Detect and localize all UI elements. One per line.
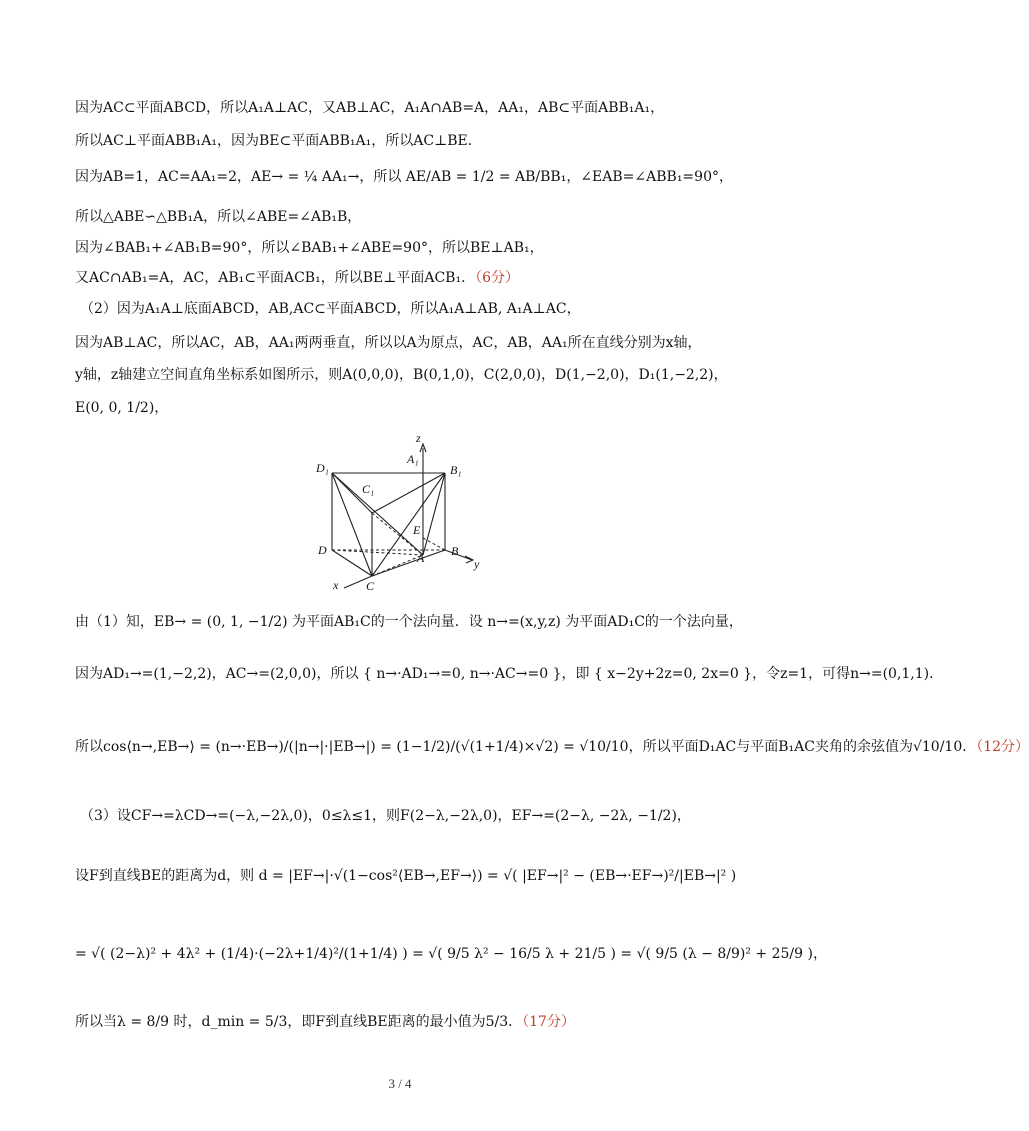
score-tag-6: （6分） (475, 270, 520, 286)
segment-b1-a (423, 473, 445, 555)
text-line-15: 设F到直线BE的距离为d，则 d = |EF→|·√(1−cos²⟨EB→,EF→⟩) = √( |EF→|² − (EB→·EF→)²/|EB→|² ) (75, 868, 737, 884)
text-line-17-body: 所以当λ = 8/9 时，d_min = 5/3，即F到直线BE距离的最小值为5/3． (75, 1014, 523, 1030)
text-line-2: 所以AC⊥平面ABB₁A₁，因为BE⊂平面ABB₁A₁，所以AC⊥BE． (75, 133, 482, 149)
text-line-3: 因为AB=1，AC=AA₁=2，AE→ = ¼ AA₁→，所以 AE/AB = 1/2 = AB/BB₁，∠EAB=∠ABB₁=90°， (75, 169, 733, 185)
label-b: B (451, 544, 459, 558)
label-x: x (333, 578, 339, 592)
y-axis-arrow (465, 556, 473, 563)
label-a: A (417, 551, 425, 565)
text-line-4: 所以△ABE∽△BB₁A，所以∠ABE=∠AB₁B， (75, 209, 362, 225)
score-tag-17: （17分） (522, 1014, 575, 1030)
text-line-5: 因为∠BAB₁+∠AB₁B=90°，所以∠BAB₁+∠ABE=90°，所以BE⊥AB₁， (75, 240, 544, 256)
label-e: E (413, 523, 421, 537)
label-y: y (474, 557, 480, 571)
text-line-9: y轴，z轴建立空间直角坐标系如图所示，则A(0,0,0)，B(0,1,0)，C(2,0,0)，D(1,−2,0)，D₁(1,−2,2)， (75, 367, 728, 383)
label-c: C (366, 579, 375, 593)
label-d: D (318, 543, 327, 557)
text-line-16: = √( (2−λ)² + 4λ² + (1/4)·(−2λ+1/4)²/(1+1/4) ) = √( 9/5 λ² − 16/5 λ + 21/5 ) = √( 9/5 (λ − 8/9)² + 25/9 )， (75, 946, 827, 962)
edge-c-b (372, 550, 445, 576)
text-line-6-body: 又AC∩AB₁=A，AC，AB₁⊂平面ACB₁，所以BE⊥平面ACB₁． (75, 270, 476, 286)
text-line-13 (75, 737, 1029, 757)
text-line-8: 因为AB⊥AC，所以AC，AB，AA₁两两垂直，所以以A为原点，AC，AB，AA₁所在直线分别为x轴， (75, 335, 702, 351)
text-line-10: E(0, 0, 1/2)， (75, 400, 169, 416)
label-c1: C₁ (362, 482, 375, 496)
hidden-segment-d-a (332, 550, 423, 555)
page-number: 3 / 4 (388, 1076, 412, 1091)
text-line-13-body: 所以cos⟨n→,EB→⟩ = (n→·EB→)/(|n→|·|EB→|) = (1−1/2)/(√(1+1/4)×√2) = √10/10，所以平面D₁AC与平面B₁AC夹角的余弦值为√10/10． (75, 739, 977, 755)
label-z: z (416, 431, 421, 445)
text-line-6 (75, 268, 519, 288)
text-line-14: （3）设CF→=λCD→=(−λ,−2λ,0)，0≤λ≤1，则F(2−λ,−2λ,0)，EF→=(2−λ, −2λ, −1/2)， (80, 808, 691, 824)
score-tag-12: （12分） (976, 739, 1029, 755)
text-line-11: 由（1）知，EB→ = (0, 1, −1/2) 为平面AB₁C的一个法向量．设 n→=(x,y,z) 为平面AD₁C的一个法向量， (75, 614, 743, 630)
segment-d1-a (332, 473, 423, 555)
text-line-7: （2）因为A₁A⊥底面ABCD，AB,AC⊂平面ABCD，所以A₁A⊥AB, A₁A⊥AC， (80, 301, 581, 317)
y-axis (445, 550, 472, 560)
text-line-12: 因为AD₁→=(1,−2,2)，AC→=(2,0,0)，所以 { n→·AD₁→=0, n→·AC→=0 }，即 { x−2y+2z=0, 2x=0 }，令z=1，可得n→=(0,1,1)． (75, 666, 944, 682)
label-b1: B₁ (450, 463, 462, 477)
text-line-1: 因为AC⊂平面ABCD，所以A₁A⊥AC，又AB⊥AC，A₁A∩AB=A，AA₁，AB⊂平面ABB₁A₁， (75, 100, 665, 116)
prism-figure (300, 428, 500, 593)
label-d1: D₁ (316, 461, 329, 475)
label-a1: A₁ (407, 452, 419, 466)
edge-c1-b1 (372, 473, 445, 513)
edge-d-c (332, 550, 372, 576)
text-line-17 (75, 1012, 575, 1032)
